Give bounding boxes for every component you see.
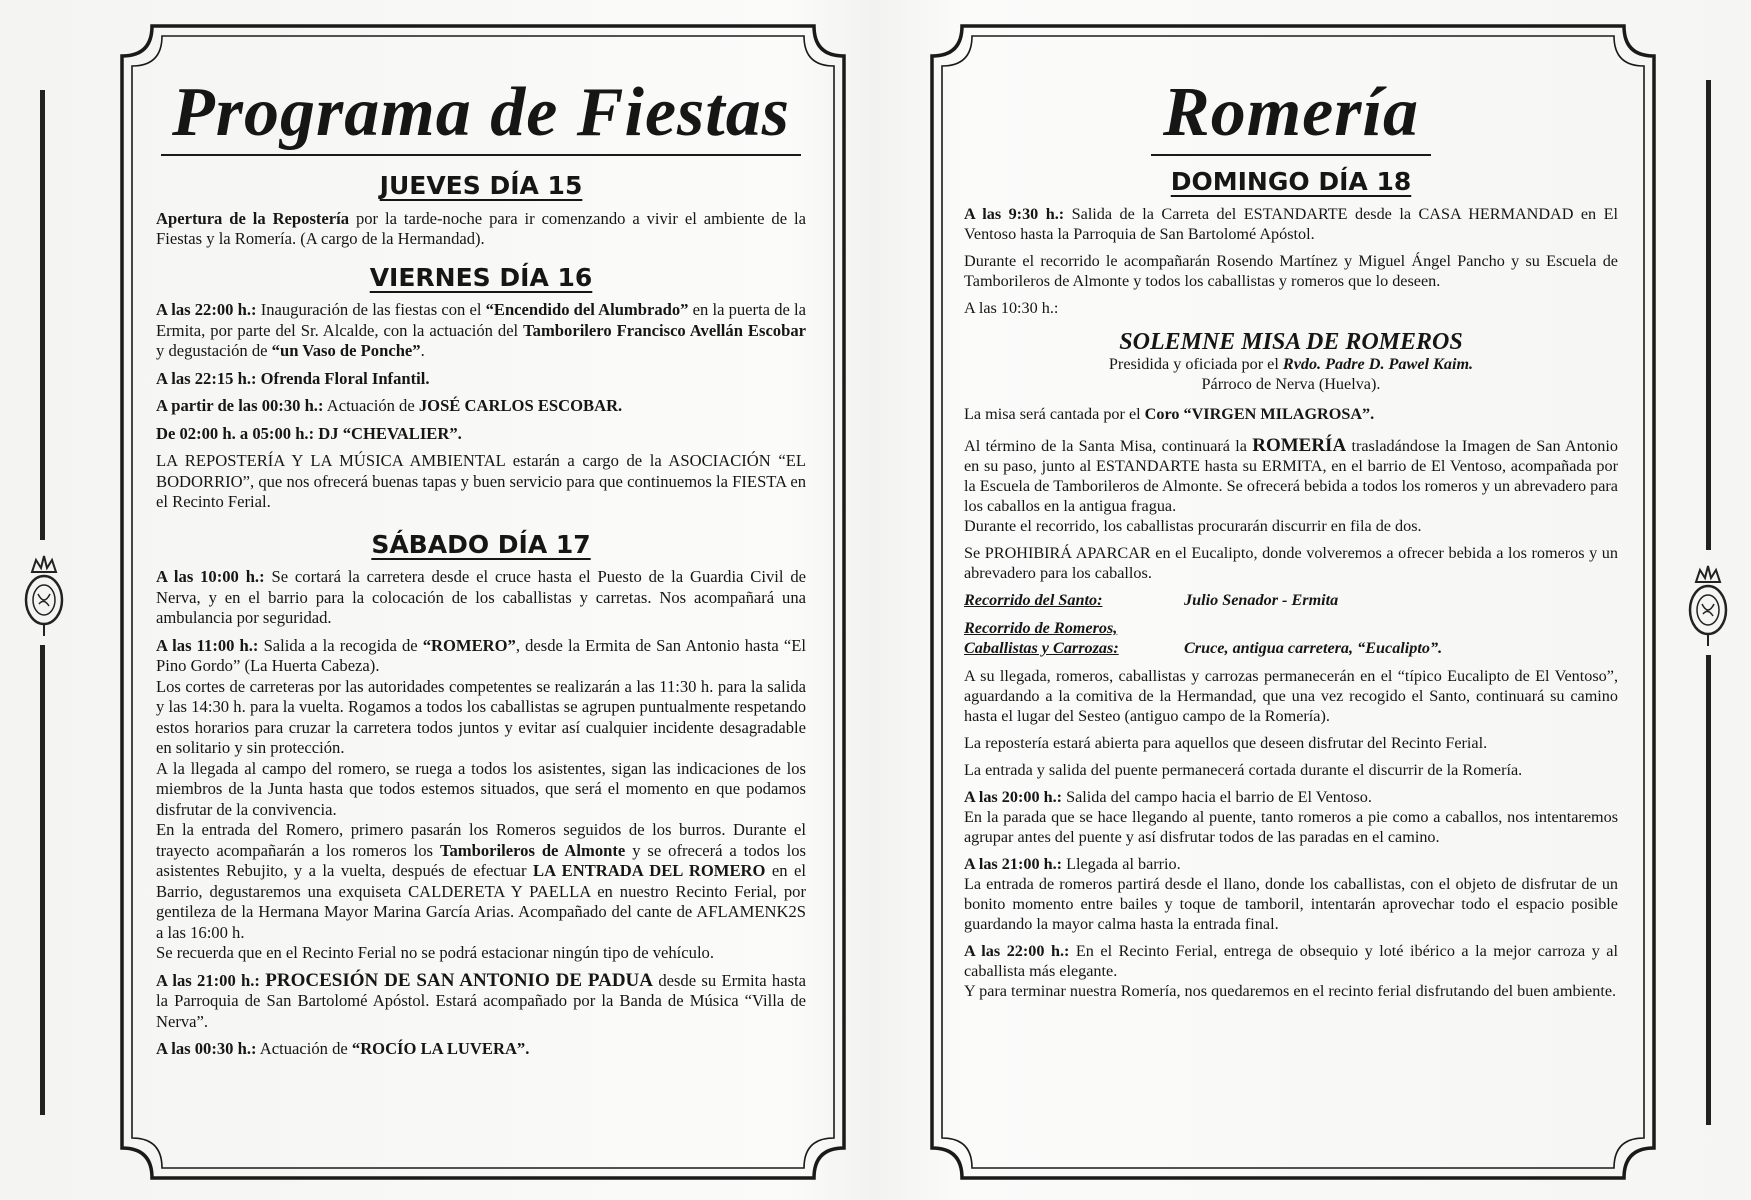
- text-run: JOSÉ CARLOS ESCOBAR.: [418, 396, 623, 415]
- text-run: Apertura de la Repostería: [156, 208, 350, 228]
- text-run: Se cortará la carretera desde el cruce hasta el Puesto de la Guardia Civil de Nerva, y en el barrio para la colocación de los caballistas y carretas. Nos acompañará una ambulancia por seguridad.: [156, 567, 806, 627]
- text-run: De 02:00 h. a 05:00 h.:: [156, 423, 315, 443]
- text-run: Salida a la recogida de: [258, 635, 423, 655]
- left-panel: [118, 22, 848, 1182]
- mass-presided-line: [964, 354, 1618, 374]
- text-run: A las 11:00 h.:: [156, 635, 259, 655]
- text-run: Inauguración de las fiestas con el: [256, 300, 486, 319]
- route-santo-label: Recorrido del Santo:: [964, 591, 1103, 609]
- program-paragraph: [156, 424, 806, 445]
- paragraph-romeria: [964, 436, 1618, 536]
- route-romeros-label-b: Caballistas y Carrozas:: [964, 639, 1119, 657]
- paragraph-salida-carreta: [964, 204, 1618, 244]
- text-run: A las 00:30 h.:: [156, 1039, 257, 1058]
- route-romeros-label-a: Recorrido de Romeros,: [964, 619, 1118, 637]
- program-paragraph: [156, 300, 806, 362]
- text-run: Presidida y oficiada por el: [1108, 355, 1283, 373]
- text-run: trasladándose la Imagen de San Antonio en su paso, junto al ESTANDARTE hasta su ERMITA, en el barrio de El Ventoso, acompañada por la Escuela de Tamborileros de Almonte. Se ofrecerá bebida a todos los romeros y un abrevadero para los caballos en la antigua fragua.: [964, 437, 1618, 515]
- paragraph-20h: [964, 787, 1618, 847]
- route-santo-value: Julio Senador - Ermita: [1184, 591, 1339, 609]
- mass-title: SOLEMNE MISA DE ROMEROS: [1119, 329, 1463, 355]
- day-heading: VIERNES DÍA 16: [369, 262, 593, 292]
- text-run: LA ENTRADA DEL ROMERO: [533, 861, 766, 880]
- paragraph-puente: [964, 760, 1618, 780]
- left-days-container: [156, 171, 807, 1060]
- text-run: En el Recinto Ferial, entrega de obsequio y loté ibérico a la mejor carroza y al caballista más elegante.: [964, 942, 1618, 980]
- text-run: en el Barrio, degustaremos una exquiseta CALDERETA Y PAELLA en nuestro Recinto Ferial, por gentileza de la Hermana Mayor Marina García Arias. Acompañado del cante de AFLAMENK2S a las 16:00 h.: [156, 861, 807, 942]
- crown-emblem-icon-right: [1686, 560, 1730, 650]
- text-run: En la parada que se hace llegando al puente, tanto romeros a pie como a caballos, nos intentaremos agrupar antes del puente y así disfrutar todos de las paradas en el camino.: [964, 808, 1618, 846]
- text-run: , desde la Ermita de San Antonio hasta “El Pino Gordo” (La Huerta Cabeza).: [156, 635, 807, 675]
- left-content: [156, 74, 806, 1067]
- title-underline: [161, 154, 801, 156]
- title-underline-romeria: [1151, 154, 1431, 156]
- paragraph-coro: [964, 404, 1618, 424]
- text-run: Tamborilero Francisco Avellán Escobar: [523, 320, 806, 340]
- text-run: Tamborileros de Almonte: [439, 840, 626, 860]
- paragraph-22h: [964, 941, 1618, 1001]
- right-content: [964, 74, 1618, 1008]
- text-run: “ROCÍO LA LUVERA”.: [351, 1039, 530, 1058]
- text-run: A las 21:00 h.:: [156, 970, 260, 990]
- text-run: A las 22:00 h.:: [156, 300, 257, 319]
- text-run: DJ “CHEVALIER”.: [318, 423, 462, 443]
- day-heading-domingo: DOMINGO DÍA 18: [1170, 167, 1412, 196]
- text-run: Se PROHIBIRÁ APARCAR en el Eucalipto, donde volveremos a ofrecer bebida a los romeros y un abrevadero para los caballos.: [964, 544, 1618, 582]
- text-run: Al término de la Santa Misa, continuará la: [964, 437, 1253, 455]
- paragraph-21h: [964, 854, 1618, 934]
- text-run: desde su Ermita hasta la Parroquia de San Bartolomé Apóstol. Estará acompañado por la Banda de Música “Villa de Nerva”.: [156, 970, 806, 1031]
- text-run: LA REPOSTERÍA Y LA MÚSICA AMBIENTAL estarán a cargo de la ASOCIACIÓN “EL BODORRIO”, que nos ofrecerá buenas tapas y buen servicio para que continuemos la FIESTA en el Recinto Ferial.: [156, 451, 806, 511]
- left-side-bar-bottom: [40, 645, 45, 1115]
- route-romeros-value: Cruce, antigua carretera, “Eucalipto”.: [1184, 639, 1443, 657]
- text-run: y se ofrecerá a todos los asistentes Rebujito, y a la vuelta, después de efectuar: [156, 840, 806, 880]
- text-run: A las 20:00 h.:: [964, 788, 1063, 806]
- text-run: en la puerta de la Ermita, por parte del Sr. Alcalde, con la actuación del: [156, 300, 807, 340]
- left-side-bar-top: [40, 90, 45, 540]
- program-paragraph: [156, 369, 806, 390]
- text-run: A las 22:00 h.:: [964, 942, 1070, 960]
- text-run: Los cortes de carreteras por las autoridades competentes se realizarán a las 11:30 h. para la salida y las 14:30 h. para la vuelta. Rogamos a todos los caballistas se agrupen puntualmente respetando estos horarios para cruzar la carretera todos juntos y evitar así cualquier incidente desagradable en solitario y sin protección.: [156, 676, 806, 757]
- right-side-bar-top: [1706, 80, 1711, 550]
- text-run: A las 10:30 h.:: [964, 299, 1059, 317]
- text-run: .: [420, 341, 425, 360]
- text-run: Se recuerda que en el Recinto Ferial no se podrá estacionar ningún tipo de vehículo.: [156, 943, 715, 962]
- right-panel: [928, 22, 1658, 1182]
- text-run: La repostería estará abierta para aquellos que deseen disfrutar del Recinto Ferial.: [964, 734, 1488, 752]
- text-run: Llegada al barrio.: [1062, 855, 1181, 873]
- program-paragraph: [156, 396, 806, 417]
- day-heading: JUEVES DÍA 15: [379, 171, 583, 200]
- right-side-bar-bottom: [1706, 655, 1711, 1125]
- text-run: “Encendido del Alumbrado”: [485, 300, 689, 319]
- text-run: Actuación de: [323, 396, 419, 415]
- text-run: A su llegada, romeros, caballistas y carrozas permanecerán en el “típico Eucalipto de El Ventoso”, aguardando a la comitiva de la Hermandad, que una vez recogido el Santo, continuará su camino hasta el lugar del Sesteo (antiguo campo de la Romería).: [964, 667, 1618, 725]
- paragraph-reposteria: [964, 733, 1618, 753]
- text-run: “un Vaso de Ponche”: [271, 341, 421, 360]
- paragraph-hora-misa: [964, 298, 1618, 318]
- text-run: A partir de las 00:30 h.:: [156, 396, 324, 415]
- program-paragraph: [156, 971, 806, 1033]
- text-run: “ROMERO”: [422, 635, 516, 655]
- text-run: y degustación de: [156, 341, 272, 360]
- text-run: Coro “VIRGEN MILAGROSA”.: [1144, 405, 1375, 423]
- program-paragraph: [156, 451, 806, 513]
- text-run: A las 9:30 h.:: [964, 205, 1065, 223]
- text-run: Durante el recorrido le acompañarán Rosendo Martínez y Miguel Ángel Pancho y su Escuela de Tamborileros de Almonte y todos los caballistas y romeros que lo deseen.: [964, 252, 1618, 290]
- text-run: Durante el recorrido, los caballistas procurarán discurrir en fila de dos.: [964, 517, 1422, 535]
- page-title-romeria: Romería: [1163, 74, 1419, 151]
- route-romeros-label: [964, 618, 1184, 658]
- text-run: Rvdo. Padre D. Pawel Kaim.: [1282, 355, 1474, 373]
- paragraph-prohibido-aparcar: [964, 543, 1618, 583]
- text-run: A las 21:00 h.:: [964, 855, 1063, 873]
- program-paragraph: [156, 636, 806, 964]
- text-run: La entrada de romeros partirá desde el llano, donde los caballistas, con el objeto de disfrutar de un bonito momento entre bailes y toque de tamboril, intentarán aprovechar todo el espacio posible guardando la mayor calma hasta la entrada final.: [964, 875, 1618, 933]
- text-run: A las 22:15 h.: Ofrenda Floral Infantil.: [156, 368, 430, 388]
- text-run: Actuación de: [256, 1039, 352, 1058]
- text-run: Y para terminar nuestra Romería, nos quedaremos en el recinto ferial disfrutando del buen ambiente.: [964, 982, 1617, 1000]
- text-run: La entrada y salida del puente permanecerá cortada durante el discurrir de la Romería.: [964, 761, 1523, 779]
- route-romeros: [964, 618, 1618, 658]
- paragraph-acompanamiento: [964, 251, 1618, 291]
- text-run: PROCESIÓN DE SAN ANTONIO DE PADUA: [265, 969, 654, 991]
- text-run: Salida del campo hacia el barrio de El Ventoso.: [1062, 788, 1372, 806]
- program-paragraph: [156, 209, 806, 250]
- text-run: En la entrada del Romero, primero pasarán los Romeros seguidos de los burros. Durante el trayecto acompañarán a los romeros los: [156, 820, 806, 860]
- text-run: ROMERÍA: [1252, 435, 1347, 456]
- text-run: La misa será cantada por el: [964, 405, 1145, 423]
- paragraph-eucalipto: [964, 666, 1618, 726]
- text-run: A las 10:00 h.:: [156, 567, 265, 586]
- crown-emblem-icon-left: [22, 550, 66, 640]
- page-title-programa: Programa de Fiestas: [172, 74, 790, 151]
- program-paragraph: [156, 1039, 806, 1060]
- mass-parroco-line: Párroco de Nerva (Huelva).: [1201, 375, 1381, 393]
- program-paragraph: [156, 567, 806, 629]
- text-run: Salida de la Carreta del ESTANDARTE desde la CASA HERMANDAD en El Ventoso hasta la Parroquia de San Bartolomé Apóstol.: [964, 205, 1618, 243]
- text-run: por la tarde-noche para ir comenzando a vivir el ambiente de la Fiestas y la Romería. (A cargo de la Hermandad).: [156, 208, 806, 248]
- route-santo: [964, 590, 1618, 610]
- day-heading: SÁBADO DÍA 17: [371, 529, 591, 559]
- text-run: A la llegada al campo del romero, se ruega a todos los asistentes, sigan las indicaciones de los miembros de la Junta hasta que todos estemos situados, que será el momento en que podamos disfrutar de la convivencia.: [156, 758, 806, 819]
